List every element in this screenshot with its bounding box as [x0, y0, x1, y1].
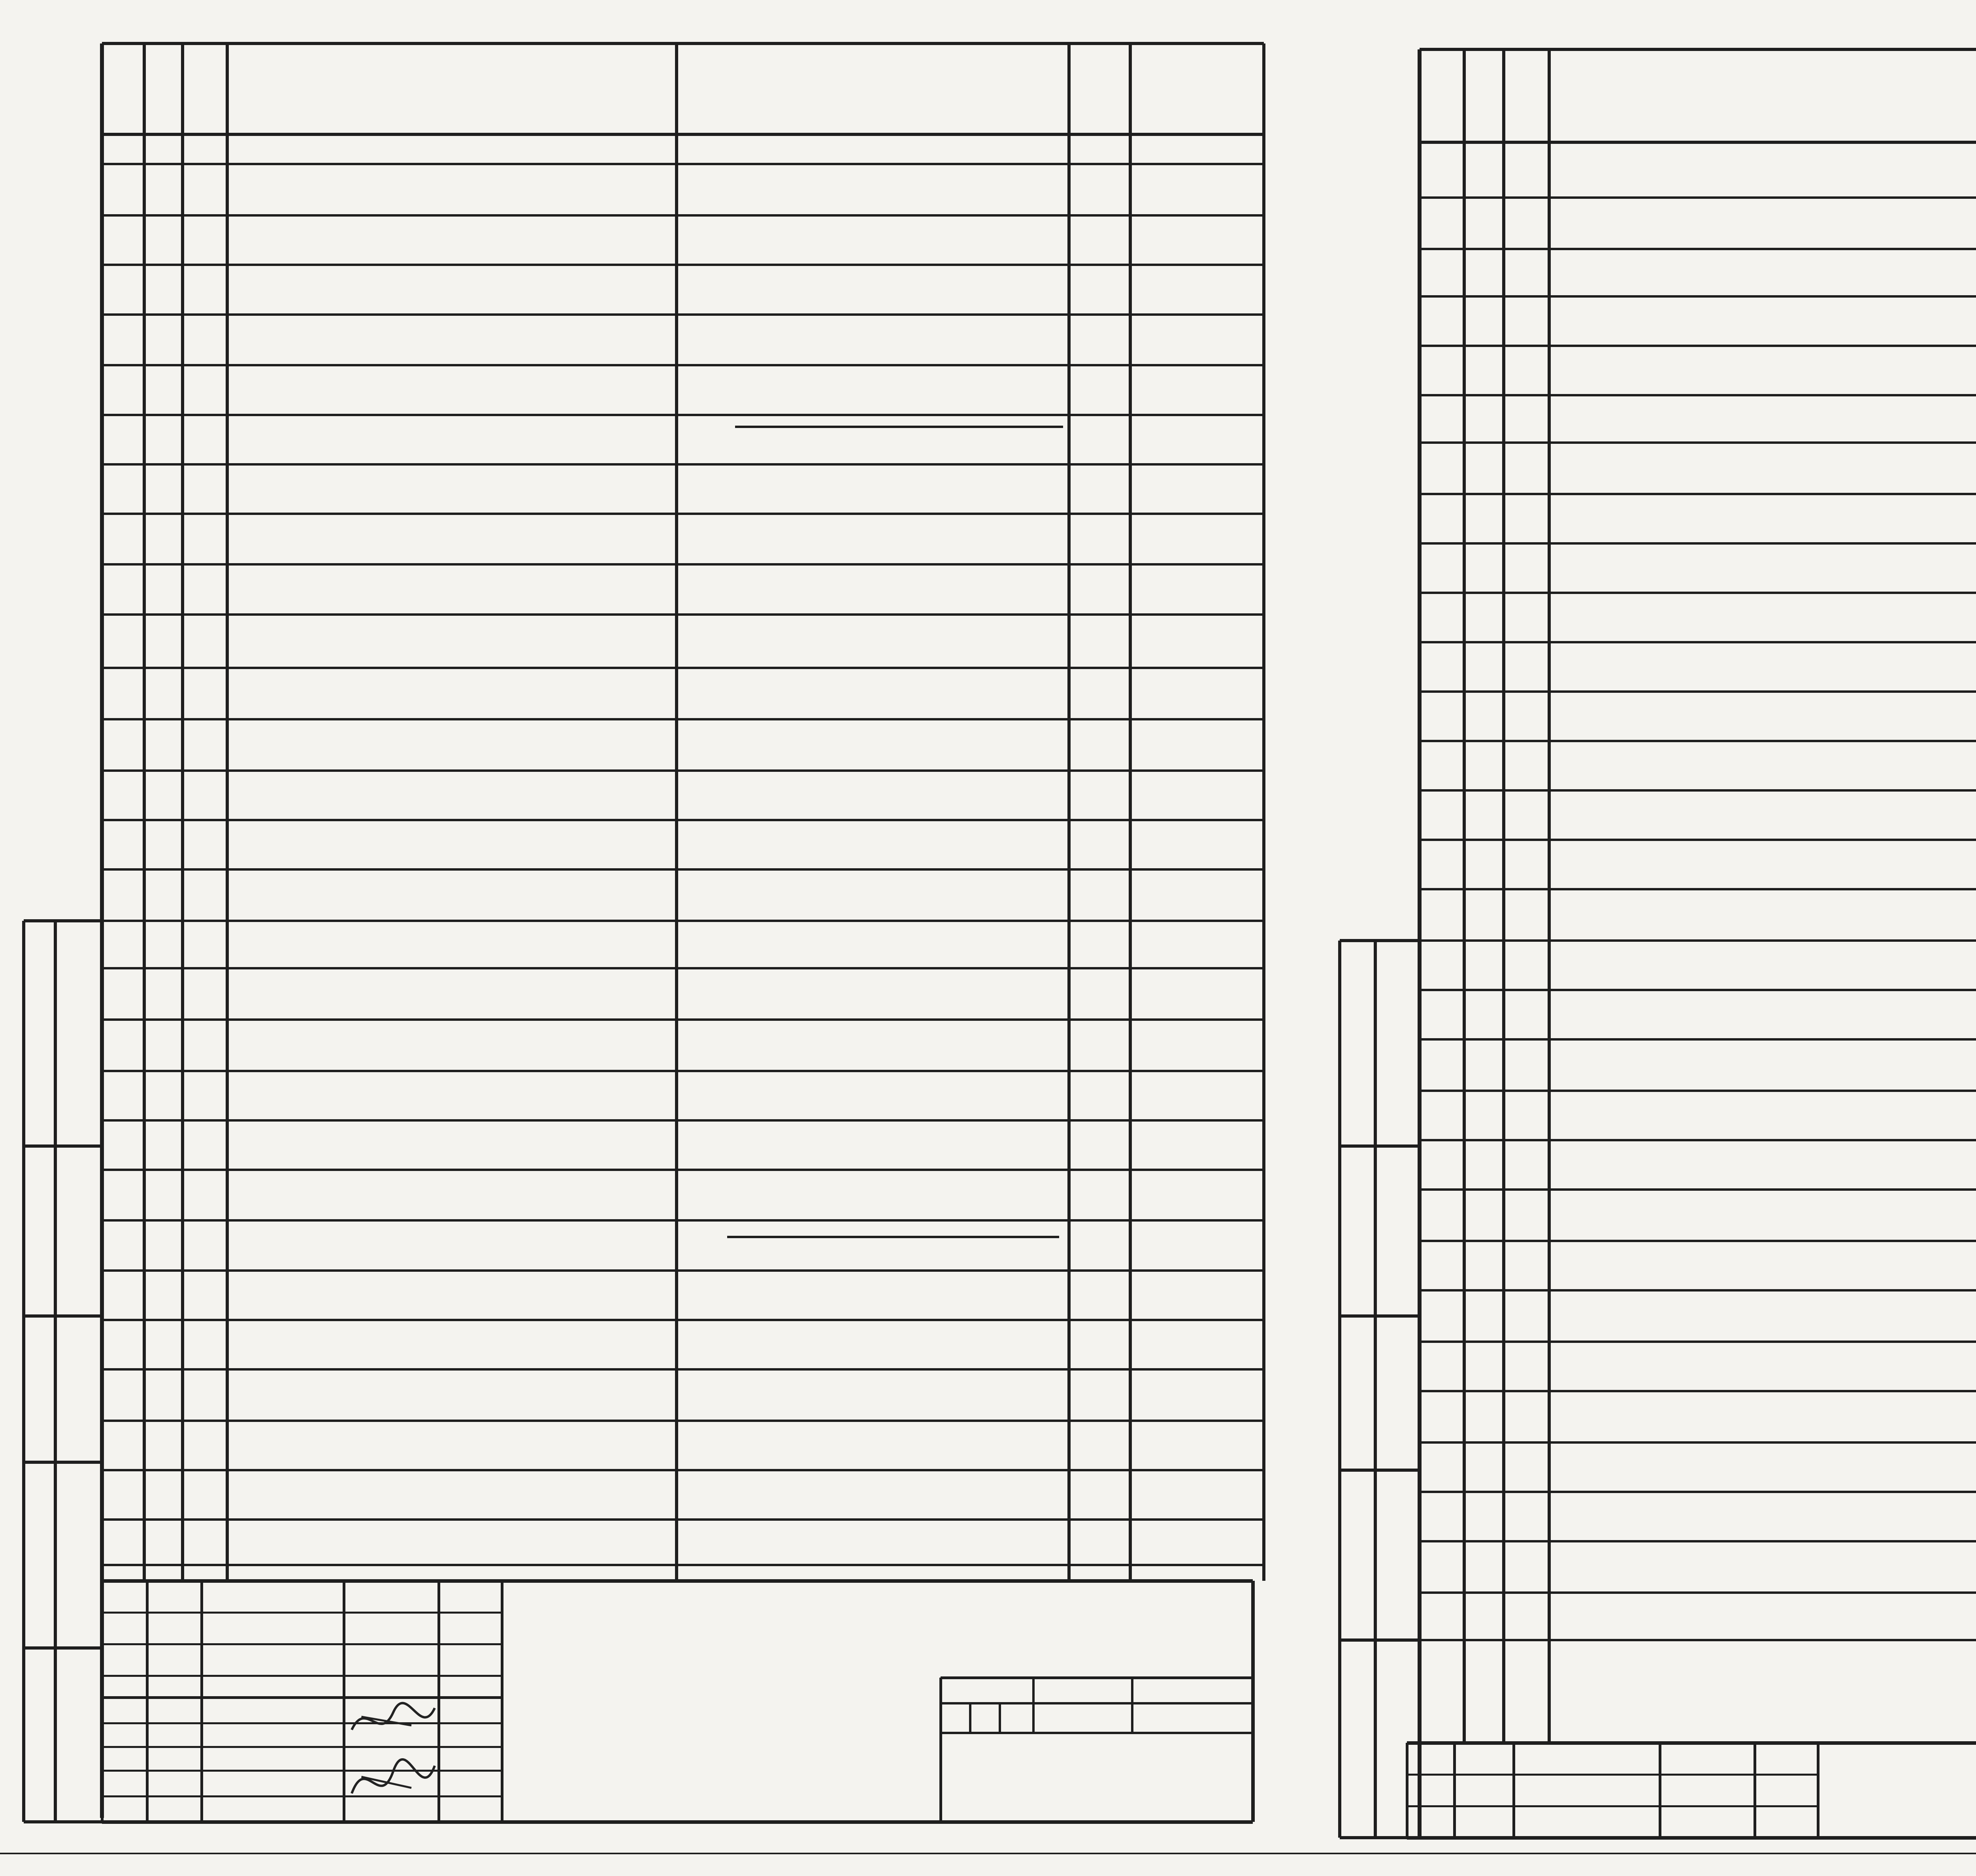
rule-line [1420, 888, 1976, 890]
rule-line [102, 920, 1264, 922]
rule-line [1420, 48, 1976, 51]
rule-line [1420, 1240, 1976, 1242]
rule-line [343, 1581, 345, 1822]
rule-line [102, 1579, 1253, 1583]
rule-line [102, 1070, 1264, 1072]
rule-line [1262, 43, 1265, 1581]
rule-line [102, 1795, 502, 1797]
rule-line [102, 463, 1264, 466]
rule-line [102, 718, 1264, 720]
rule-line [941, 1676, 1253, 1679]
rule-line [1420, 141, 1976, 144]
rule-line [1420, 1639, 1976, 1641]
rule-line [1340, 1836, 1420, 1839]
rule-line [1420, 690, 1976, 693]
rule-line [1129, 43, 1132, 1581]
rule-line [102, 313, 1264, 316]
rule-line [102, 1219, 1264, 1222]
rule-line [1420, 1491, 1976, 1493]
rule-line [102, 414, 1264, 416]
rule-line [102, 1770, 502, 1772]
rule-line [102, 769, 1264, 772]
rule-line [1340, 1314, 1420, 1318]
rule-line [102, 1518, 1264, 1521]
rule-line [1817, 1743, 1820, 1838]
rule-line [0, 1853, 1976, 1854]
rule-line [226, 43, 229, 1581]
rule-line [1420, 1038, 1976, 1041]
rule-line [102, 1564, 1264, 1566]
rule-line [1420, 1289, 1976, 1292]
rule-line [102, 214, 1264, 217]
rule-line [1420, 1139, 1976, 1141]
rule-line [1407, 1805, 1818, 1807]
rule-line [102, 1696, 502, 1699]
rule-line [1067, 43, 1071, 1581]
rule-line [102, 1469, 1264, 1471]
rule-line [1420, 1090, 1976, 1092]
rule-line [1420, 1341, 1976, 1343]
rule-line [1659, 1743, 1661, 1838]
rule-line [1420, 989, 1976, 991]
rule-line [1420, 394, 1976, 396]
rule-line [1420, 1188, 1976, 1191]
rule-line [1340, 1469, 1420, 1472]
rule-line [102, 1820, 1253, 1824]
rule-line [1131, 1703, 1133, 1733]
rule-line [102, 133, 1264, 136]
signature-scribble [348, 1755, 439, 1810]
rule-line [102, 563, 1264, 566]
rule-line [1420, 248, 1976, 250]
rule-line [1420, 345, 1976, 347]
rule-line [102, 163, 1264, 165]
rule-line [969, 1703, 971, 1733]
rule-line [1453, 1743, 1456, 1838]
rule-line [1754, 1743, 1756, 1838]
rule-line [102, 1612, 502, 1614]
rule-line [102, 1368, 1264, 1371]
rule-line [1407, 1774, 1818, 1776]
rule-line [102, 1643, 502, 1645]
rule-line [102, 1169, 1264, 1171]
rule-line [1502, 49, 1505, 1743]
rule-line [24, 1646, 102, 1650]
rule-line [102, 1018, 1264, 1021]
rule-line [101, 1581, 104, 1822]
signature-scribble [348, 1699, 439, 1743]
rule-line [24, 1461, 102, 1464]
rule-line [1418, 49, 1422, 1838]
rule-line [102, 1420, 1264, 1422]
rule-line [501, 1581, 503, 1822]
rule-line [1420, 542, 1976, 545]
rule-line [735, 426, 1063, 428]
rule-line [1420, 1390, 1976, 1392]
rule-line [102, 364, 1264, 366]
rule-line [1420, 493, 1976, 495]
rule-line [1340, 1638, 1420, 1642]
rule-line [1512, 1743, 1515, 1838]
rule-line [1420, 1441, 1976, 1444]
rule-line [1420, 789, 1976, 792]
rule-line [1340, 1144, 1420, 1148]
rule-line [1420, 1591, 1976, 1594]
rule-line [1407, 1836, 1976, 1840]
rule-line [102, 1746, 502, 1748]
rule-line [1251, 1581, 1255, 1822]
rule-line [727, 1236, 1059, 1238]
rule-line [102, 1119, 1264, 1122]
rule-line [100, 43, 104, 1818]
rule-line [102, 513, 1264, 515]
rule-line [1420, 641, 1976, 643]
rule-line [675, 43, 678, 1581]
rule-line [24, 919, 102, 922]
rule-line [1463, 49, 1466, 1743]
rule-line [1420, 295, 1976, 298]
rule-line [1407, 1741, 1976, 1745]
rule-line [1420, 441, 1976, 444]
rule-line [102, 1722, 502, 1724]
rule-line [1548, 49, 1551, 1743]
rule-line [1032, 1678, 1035, 1703]
rule-line [24, 1314, 102, 1318]
rule-line [102, 1269, 1264, 1272]
rule-line [54, 921, 57, 1822]
rule-line [200, 1581, 203, 1822]
rule-line [1340, 939, 1420, 942]
rule-line [102, 42, 1264, 45]
rule-line [1420, 740, 1976, 742]
rule-line [102, 967, 1264, 969]
rule-line [102, 819, 1264, 821]
rule-line [1374, 941, 1377, 1838]
rule-line [999, 1703, 1001, 1733]
rule-line [24, 1820, 102, 1823]
rule-line [941, 1732, 1253, 1734]
rule-line [1131, 1678, 1133, 1703]
rule-line [146, 1581, 149, 1822]
rule-line [1406, 1743, 1408, 1838]
rule-line [1420, 839, 1976, 841]
rule-line [102, 868, 1264, 871]
rule-line [102, 1675, 502, 1677]
rule-line [941, 1702, 1253, 1704]
rule-line [1420, 592, 1976, 594]
rule-line [24, 1144, 102, 1148]
rule-line [102, 1319, 1264, 1321]
rule-line [1420, 196, 1976, 199]
rule-line [1338, 941, 1341, 1838]
rule-line [102, 264, 1264, 266]
rule-line [181, 43, 184, 1581]
rule-line [102, 613, 1264, 616]
rule-line [1032, 1703, 1035, 1733]
rule-line [22, 921, 25, 1822]
rule-line [1420, 1540, 1976, 1542]
rule-line [143, 43, 146, 1581]
rule-line [1420, 939, 1976, 942]
rule-line [939, 1678, 942, 1822]
rule-line [102, 667, 1264, 669]
